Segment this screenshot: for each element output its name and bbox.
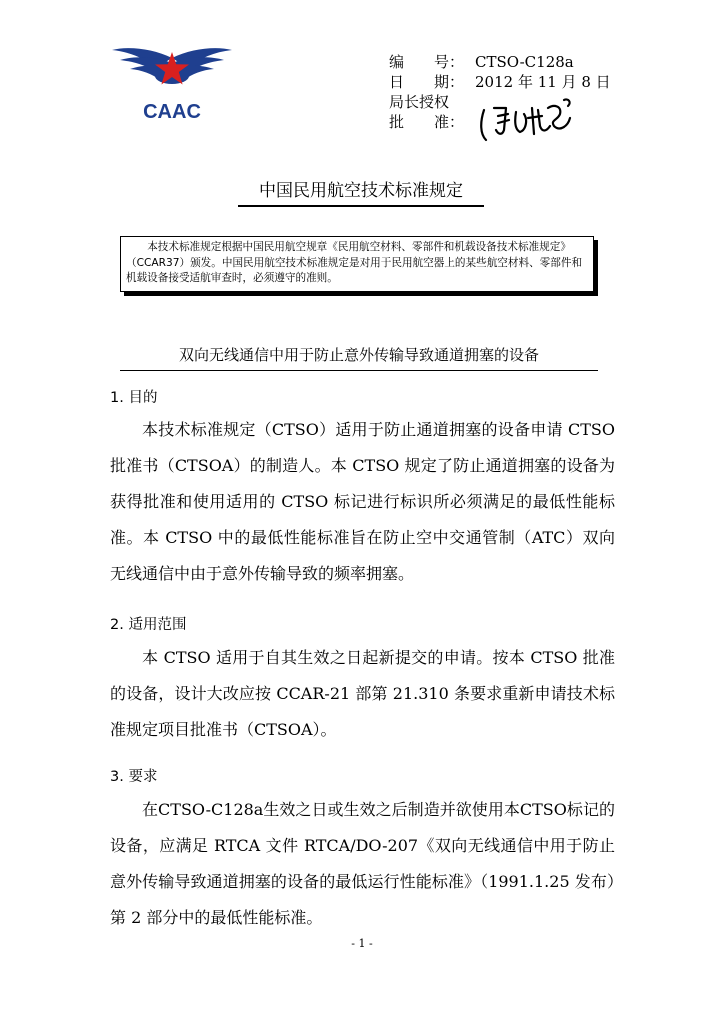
- section-heading: 2. 适用范围: [110, 617, 187, 633]
- section-heading: 3. 要求: [110, 769, 158, 785]
- date-value: 2012 年 11 月 8 日: [475, 73, 611, 91]
- date-row: [389, 72, 611, 92]
- auth-label: 局长授权: [389, 93, 450, 111]
- notice-box: 本技术标准规定根据中国民用航空规章《民用航空材料、零部件和机载设备技术标准规定》（CCAR37）颁发。中国民用航空技术标准规定是对用于民用航空器上的某些航空材料、零部件和机载设备接受适航审查时，必须遵守的准则。: [120, 236, 594, 292]
- caac-logo: [112, 38, 232, 123]
- title-underline: [238, 205, 484, 207]
- number-row: [389, 52, 611, 72]
- section-paragraph: [110, 640, 615, 748]
- signature: [476, 96, 576, 144]
- paragraph-text: 本技术标准规定（CTSO）适用于防止通道拥塞的设备申请 CTSO 批准书（CTSOA）的制造人。本 CTSO 规定了防止通道拥塞的设备为获得批准和使用适用的 CTSO 标记进行标识所必须满足的最低性能标准。本 CTSO 中的最低性能标准旨在防止空中交通管制（ATC）双向无线通信中由于意外传输导致的频率拥塞。: [110, 420, 615, 583]
- approve-label: 批 准：: [389, 113, 465, 131]
- subject-underline: [120, 370, 598, 371]
- subject-title: 双向无线通信中用于防止意外传输导致通道拥塞的设备: [178, 346, 539, 364]
- document-title: 中国民用航空技术标准规定: [259, 181, 463, 201]
- page-number: - 1 -: [351, 937, 373, 950]
- section-heading: 1. 目的: [110, 390, 158, 406]
- paragraph-text: 本 CTSO 适用于自其生效之日起新提交的申请。按本 CTSO 批准的设备，设计大改应按 CCAR-21 部第 21.310 条要求重新申请技术标准规定项目批准书（CTSOA）。: [110, 648, 615, 739]
- paragraph-text: 在CTSO-C128a生效之日或生效之后制造并欲使用本CTSO标记的设备，应满足 RTCA 文件 RTCA/DO-207《双向无线通信中用于防止意外传输导致通道拥塞的设备的最低运行性能标准》（1991.1.25 发布）第 2 部分中的最低性能标准。: [110, 800, 615, 927]
- number-label: 编 号：: [389, 53, 465, 71]
- section-paragraph: [110, 412, 615, 592]
- section-paragraph: [110, 792, 615, 936]
- number-value: CTSO-C128a: [475, 53, 574, 71]
- date-label: 日 期：: [389, 73, 465, 91]
- logo-text: CAAC: [143, 101, 201, 123]
